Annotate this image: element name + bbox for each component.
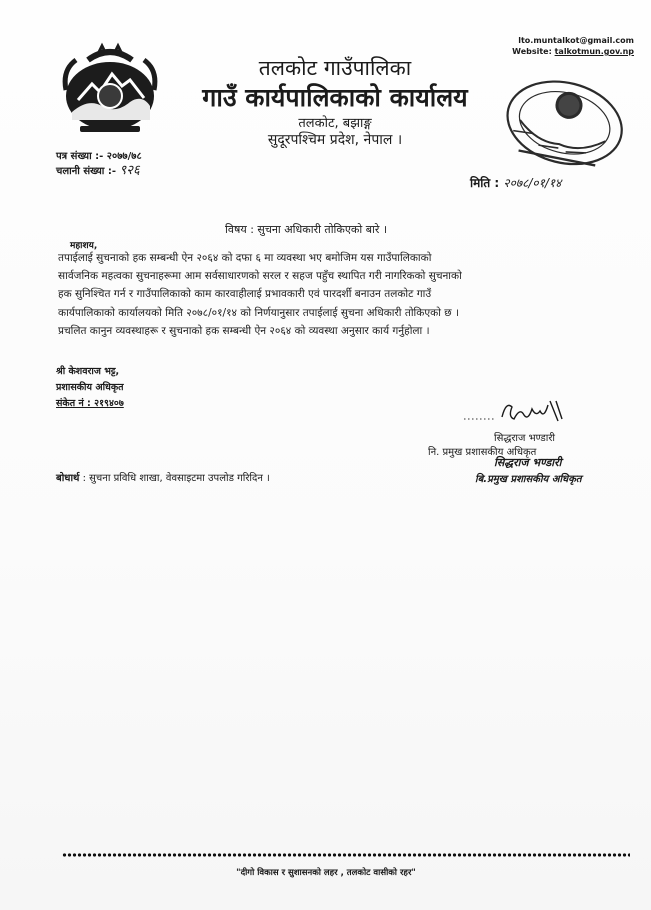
signatory-name: सिद्धराज भण्डारी [494,433,556,444]
dispatch-number [56,160,140,178]
office-location: तलकोट, बझाङ्ग [298,116,372,131]
body-line: कार्यपालिकाको कार्यालयको मिति २०७८/०१/१४ को निर्णयानुसार तपाईलाई सुचना अधिकारी तोकिएको छ । [58,306,459,319]
letter-number: पत्र संख्या :- २०७७/७८ [56,151,142,162]
recipient-name: श्री केशवराज भट्ट, [56,366,120,377]
footer-divider [62,852,630,858]
office-name: गाउँ कार्यपालिकाको कार्यालय [202,83,468,112]
copy-to-label: बोधार्थ [56,473,80,484]
date-label: मिति : [470,176,504,190]
footer-motto: "दीगो विकास र सुशासनको लहर , तलकोट वासीको रहर" [236,868,416,878]
nepal-emblem-icon [58,40,162,136]
signature-icon [462,397,572,425]
copy-to [56,470,270,484]
recipient-designation: प्रशासकीय अधिकृत [56,382,124,393]
body-line: सार्वजनिक महत्वका सुचनाहरूमा आम सर्वसाधारणको सरल र सहज पहुँच स्थापित गरी नागरिकको सुचनाको [58,270,462,283]
signatory-seal-designation: बि.प्रमुख प्रशासकीय अधिकृत [475,474,582,485]
signatory-designation: नि. प्रमुख प्रशासकीय अधिकृत [428,447,537,458]
letter-date [470,174,561,191]
contact-email[interactable]: lto.muntalkot@gmail.com [518,36,634,45]
dispatch-value: ९२६ [119,163,140,178]
date-value: २०७८/०१/१४ [503,176,562,190]
letter-subject: विषय : सुचना अधिकारी तोकिएको बारे । [225,223,388,236]
body-line: हक सुनिश्चित गर्न र गाउँपालिकाको काम कारवाहीलाई प्रभावकारी एवं पारदर्शी बनाउन तलकोट गाउँ [58,288,432,301]
salutation: महाशय, [70,241,98,251]
municipality-name: तलकोट गाउँपालिका [258,56,412,80]
website-label: Website: [512,47,555,56]
website-link[interactable]: talkotmun.gov.np [554,47,634,56]
office-province: सुदूरपश्चिम प्रदेश, नेपाल । [267,132,403,148]
office-stamp-icon [486,70,636,180]
letter-body [58,249,578,340]
body-line: तपाईलाई सुचनाको हक सम्बन्धी ऐन २०६४ को दफा ६ मा व्यवस्था भए बमोजिम यस गाउँपालिकाको [58,252,432,264]
signatory-seal-name: सिद्धराज भण्डारी [494,456,562,469]
recipient-symbol-number: संकेत नं : २१९४०७ [56,398,124,409]
body-line: प्रचलित कानुन व्यवस्थाहरू र सुचनाको हक सम्बन्धी ऐन २०६४ को व्यवस्था अनुसार कार्य गर्नुहोला । [58,324,430,337]
copy-to-text: : सुचना प्रविधि शाखा, वेवसाइटमा उपलोड गरिदिन । [82,473,270,484]
dispatch-label: चलानी संख्या :- [56,166,116,177]
